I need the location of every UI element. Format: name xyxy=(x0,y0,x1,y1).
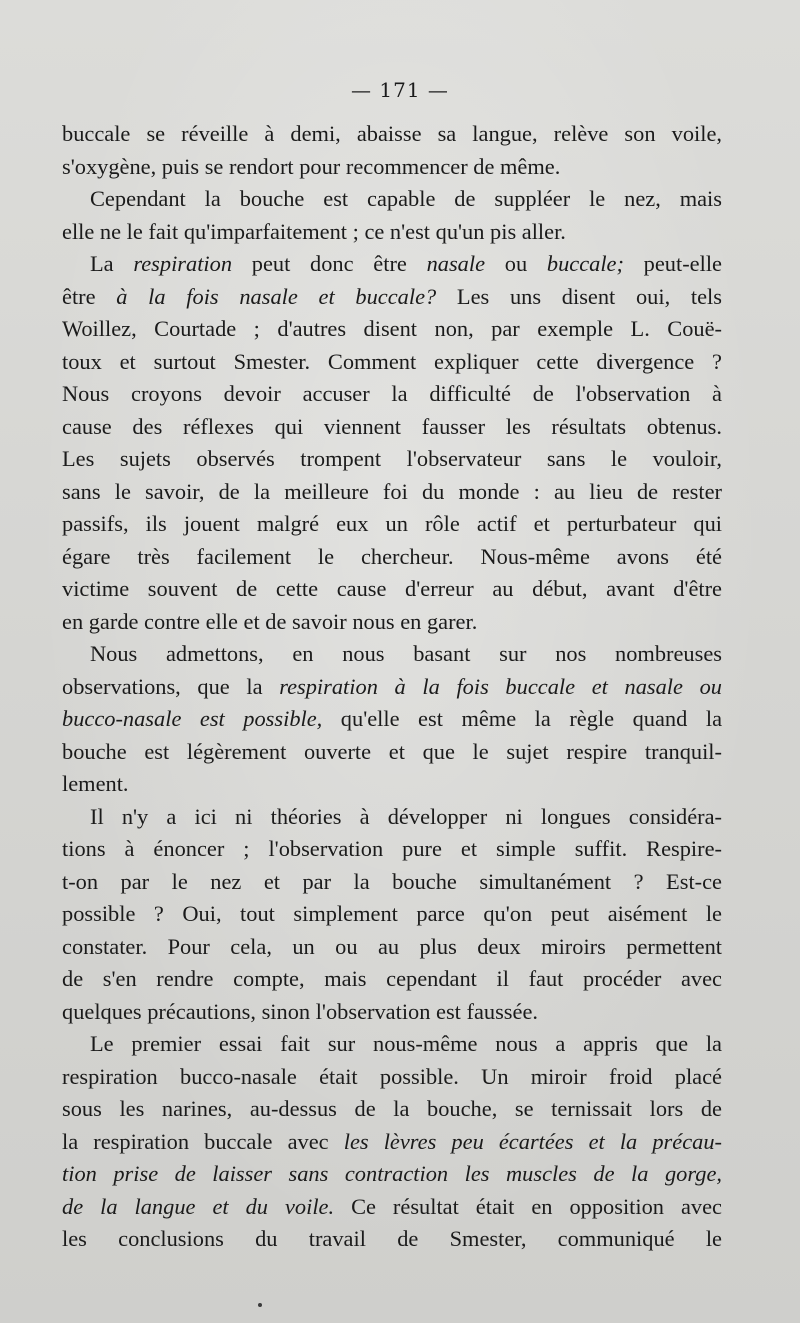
text-run: La xyxy=(90,251,134,276)
text-run: victime souvent de cette cause d'erreur au début, avant d'être xyxy=(62,576,722,601)
text-run: quelques précautions, sinon l'observation est faussée. xyxy=(62,998,538,1024)
text-run: égare très facilement le chercheur. Nous-même avons été xyxy=(62,543,722,569)
italic-run: les lèvres peu écartées et la précau- xyxy=(343,1128,722,1154)
text-line xyxy=(62,606,722,639)
paragraph xyxy=(62,118,722,183)
text-run: être xyxy=(62,283,117,309)
italic-run: buccale; xyxy=(546,251,624,276)
text-line xyxy=(62,1191,722,1224)
text-line xyxy=(62,963,722,996)
print-speck xyxy=(258,1303,262,1307)
text-line xyxy=(62,768,722,801)
text-line xyxy=(62,638,722,671)
text-run: Les uns disent oui, tels xyxy=(436,283,722,309)
text-line xyxy=(62,216,722,249)
text-run: Woillez, Courtade ; d'autres disent non, par exemple L. Couë- xyxy=(62,316,722,341)
text-run: Les sujets observés trompent l'observateur sans le vouloir, xyxy=(62,446,722,471)
text-line xyxy=(62,866,722,899)
text-line xyxy=(62,671,722,704)
text-run: Cependant la bouche est capable de suppléer le nez, mais xyxy=(90,186,722,211)
text-run: passifs, ils jouent malgré eux un rôle actif et perturbateur qui xyxy=(62,511,722,536)
text-run: de s'en rendre compte, mais cependant il faut procéder avec xyxy=(62,966,722,991)
text-run: ou xyxy=(485,251,547,276)
text-run: lement. xyxy=(62,771,129,796)
text-run: s'oxygène, puis se rendort pour recommencer de même. xyxy=(62,153,561,179)
text-line xyxy=(62,313,722,346)
text-line xyxy=(62,801,722,834)
text-run: cause des réflexes qui viennent fausser les résultats obtenus. xyxy=(62,413,722,439)
text-line xyxy=(62,898,722,931)
text-run: la respiration buccale avec xyxy=(62,1128,344,1154)
italic-run: respiration xyxy=(133,251,233,276)
text-run: respiration bucco-nasale était possible. Un miroir froid placé xyxy=(62,1063,722,1089)
text-run: Nous croyons devoir accuser la difficulté de l'observation à xyxy=(62,381,722,406)
text-run: peut-elle xyxy=(623,251,722,276)
text-run: observations, que la xyxy=(62,673,280,699)
italic-run: de la langue et du voile. xyxy=(62,1193,335,1219)
italic-run: nasale xyxy=(426,251,486,276)
text-line xyxy=(62,118,722,151)
text-line xyxy=(62,508,722,541)
text-line xyxy=(62,476,722,509)
text-line xyxy=(62,281,722,314)
text-run: t-on par le nez et par la bouche simultanément ? Est-ce xyxy=(62,868,722,894)
text-run: sous les narines, au-dessus de la bouche, se ternissait lors de xyxy=(62,1096,722,1121)
text-run: tions à énoncer ; l'observation pure et simple suffit. Respire- xyxy=(62,836,722,861)
text-line xyxy=(62,1061,722,1094)
text-line xyxy=(62,931,722,964)
text-run: toux et surtout Smester. Comment expliquer cette divergence ? xyxy=(62,348,722,374)
text-line xyxy=(62,703,722,736)
paragraph xyxy=(62,638,722,801)
text-run: buccale se réveille à demi, abaisse sa langue, relève son voile, xyxy=(62,121,722,146)
text-run: sans le savoir, de la meilleure foi du monde : au lieu de rester xyxy=(62,478,722,504)
text-run: les conclusions du travail de Smester, communiqué le xyxy=(62,1226,722,1251)
text-run: constater. Pour cela, un ou au plus deux miroirs permettent xyxy=(62,933,722,959)
text-line xyxy=(62,541,722,574)
text-line xyxy=(62,736,722,769)
paragraph xyxy=(62,248,722,638)
text-line xyxy=(62,1093,722,1126)
text-run: qu'elle est même la règle quand la xyxy=(322,706,723,731)
text-line xyxy=(62,1223,722,1256)
text-line xyxy=(62,183,722,216)
body-text xyxy=(62,118,722,1256)
paragraph xyxy=(62,183,722,248)
paragraph xyxy=(62,801,722,1029)
text-run: bouche est légèrement ouverte et que le sujet respire tranquil- xyxy=(62,738,722,764)
italic-run: respiration à la fois buccale et nasale ou xyxy=(279,673,722,699)
text-line xyxy=(62,248,722,281)
italic-run: tion prise de laisser sans contraction les muscles de la gorge, xyxy=(62,1161,722,1186)
text-run: Nous admettons, en nous basant sur nos nombreuses xyxy=(90,641,722,666)
text-line xyxy=(62,833,722,866)
italic-run: bucco-nasale est possible, xyxy=(62,706,323,731)
text-run: en garde contre elle et de savoir nous en garer. xyxy=(62,608,478,634)
text-run: elle ne le fait qu'imparfaitement ; ce n'est qu'un pis aller. xyxy=(62,218,566,244)
text-run: peut donc être xyxy=(232,251,427,276)
text-run: Il n'y a ici ni théories à développer ni longues considéra- xyxy=(90,803,722,829)
text-line xyxy=(62,1126,722,1159)
page-number: — 171 — xyxy=(351,78,449,102)
text-line xyxy=(62,996,722,1029)
text-line xyxy=(62,346,722,379)
paragraph xyxy=(62,1028,722,1256)
text-run: Ce résultat était en opposition avec xyxy=(334,1193,722,1219)
text-line xyxy=(62,443,722,476)
text-line xyxy=(62,1028,722,1061)
text-line xyxy=(62,1158,722,1191)
text-run: possible ? Oui, tout simplement parce qu'on peut aisément le xyxy=(62,901,722,926)
italic-run: à la fois nasale et buccale? xyxy=(116,283,437,309)
text-line xyxy=(62,573,722,606)
text-line xyxy=(62,151,722,184)
text-line xyxy=(62,378,722,411)
text-run: Le premier essai fait sur nous-même nous a appris que la xyxy=(90,1031,722,1056)
text-line xyxy=(62,411,722,444)
